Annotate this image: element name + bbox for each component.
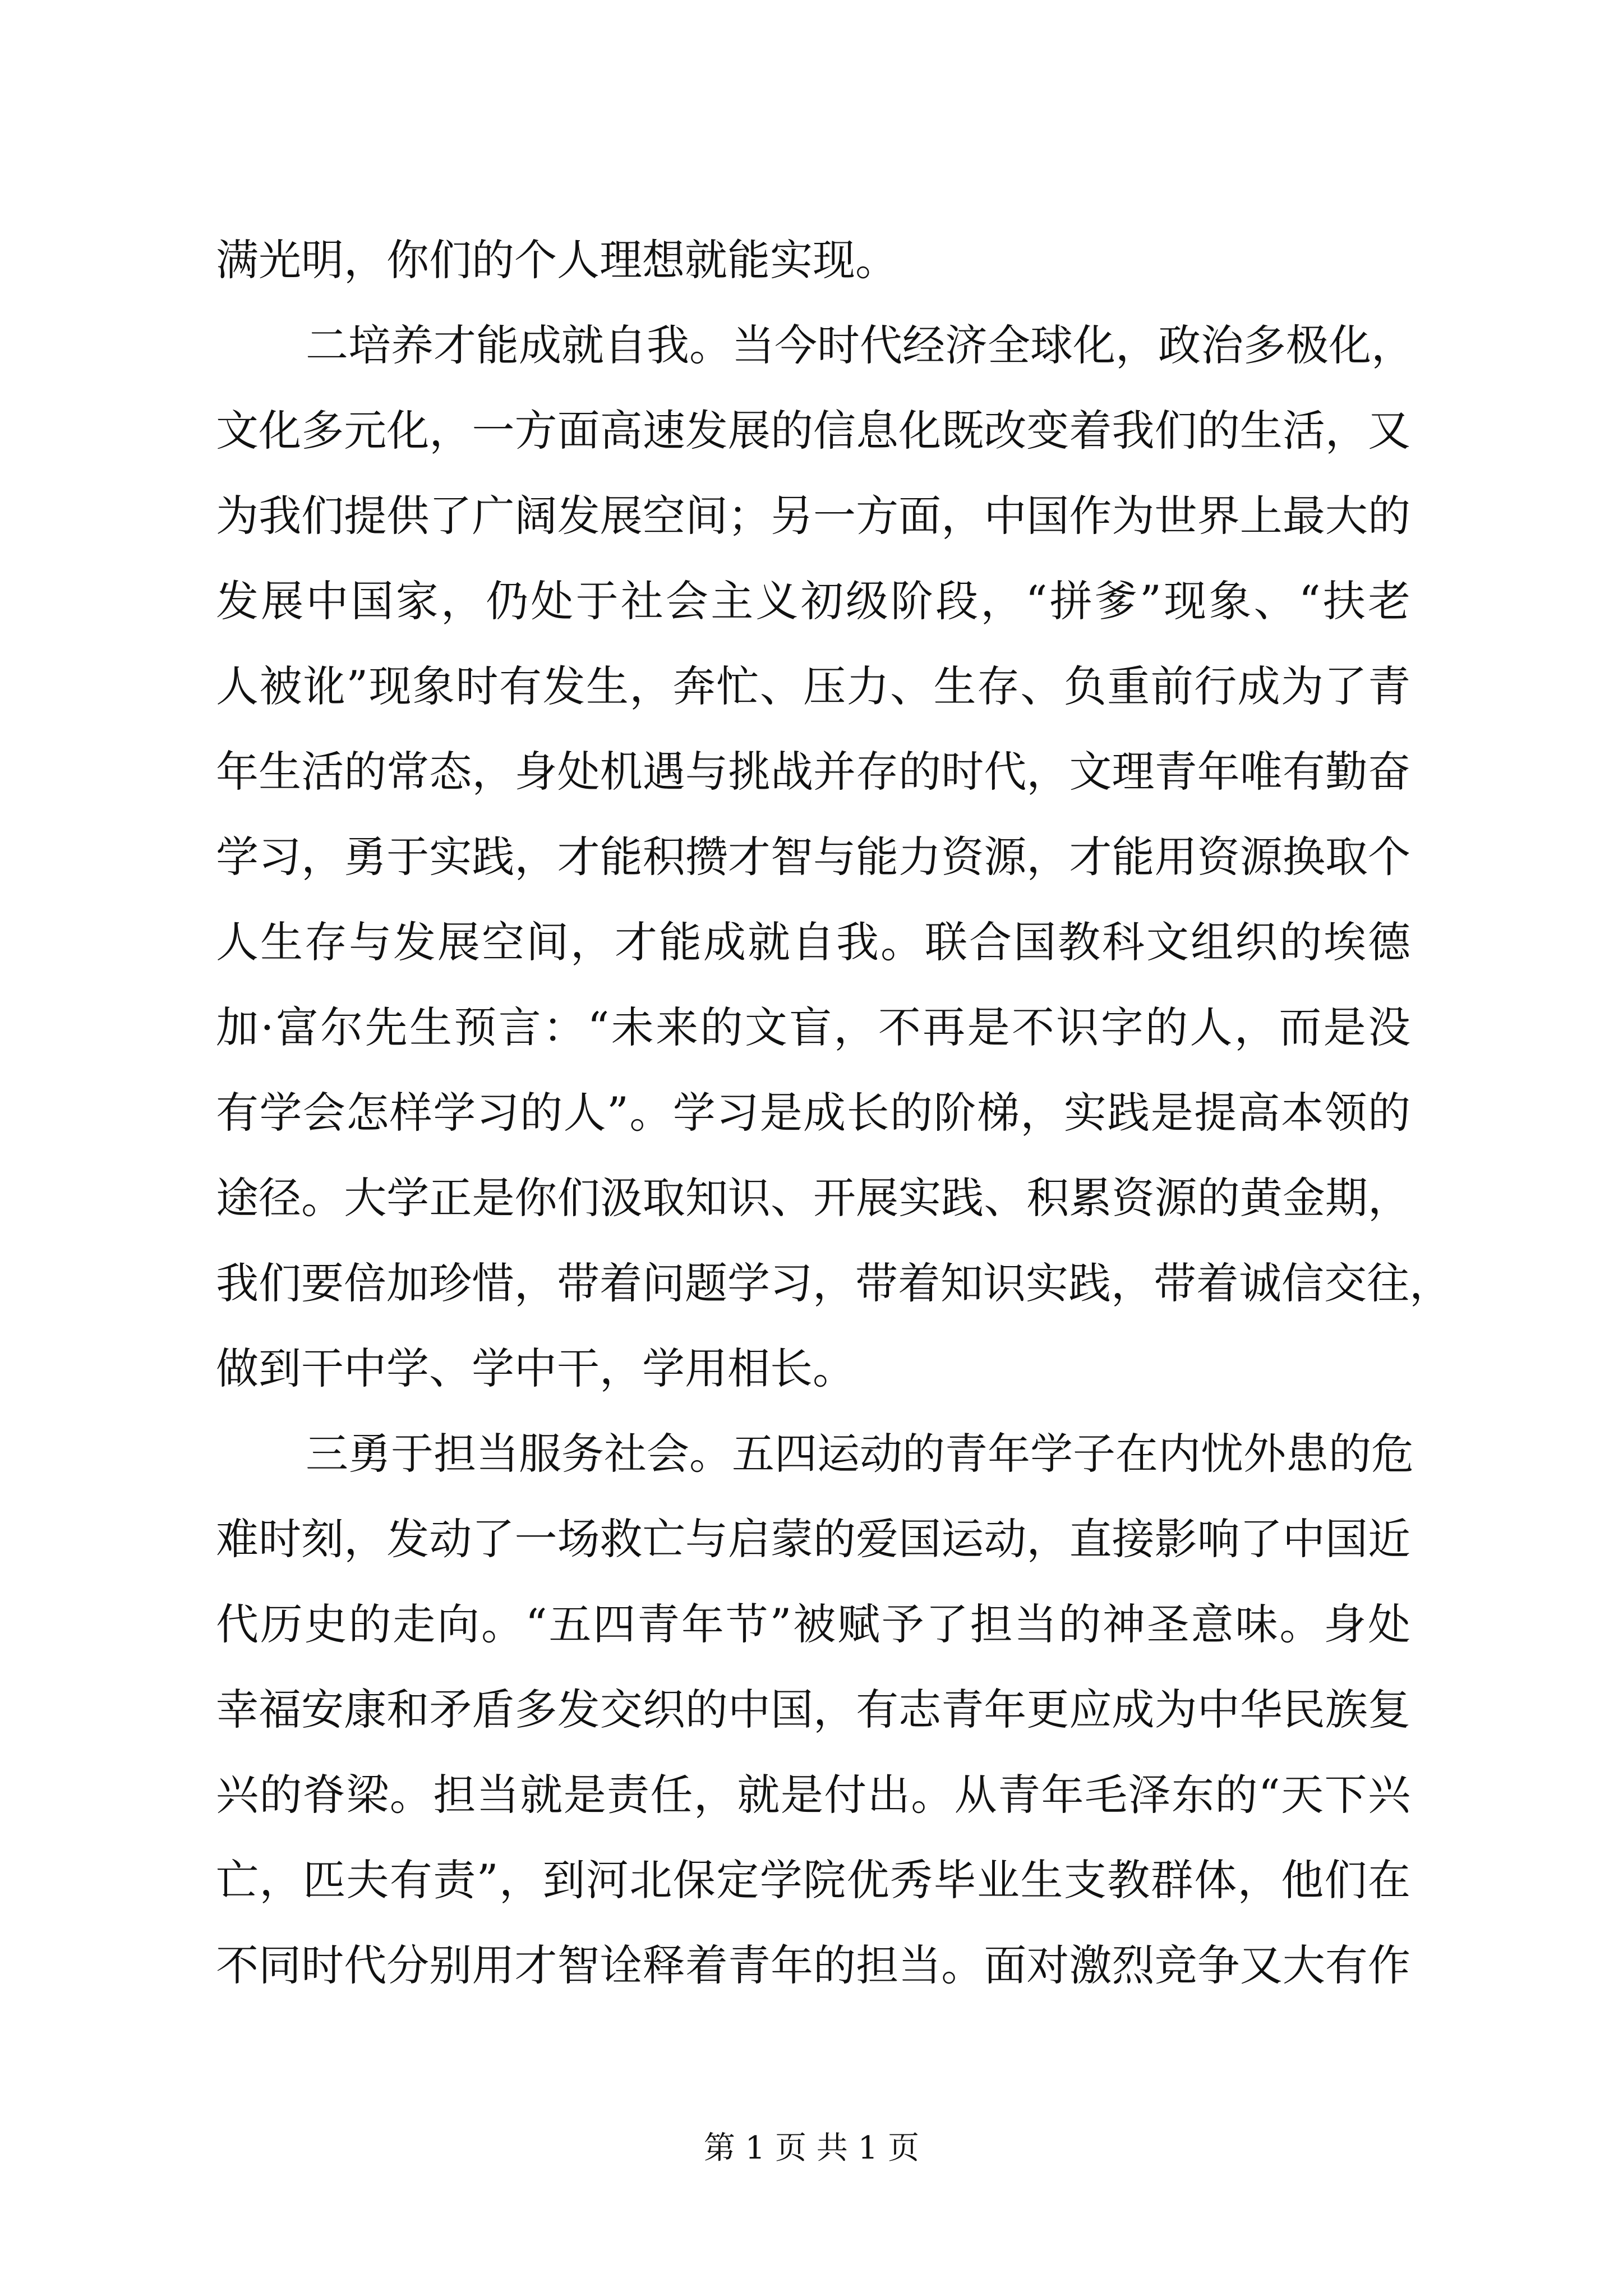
paragraph-line: 年生活的常态，身处机遇与挑战并存的时代，文理青年唯有勤奋 [216,747,1410,797]
paragraph-line: 做到干中学、学中干，学用相长。 [216,1343,855,1393]
paragraph-line: 满光明，你们的个人理想就能实现。 [216,235,898,285]
paragraph-line: 文化多元化，一方面高速发展的信息化既改变着我们的生活，又 [216,406,1410,455]
paragraph-line: 幸福安康和矛盾多发交织的中国，有志青年更应成为中华民族复 [216,1685,1410,1734]
paragraph-line: 难时刻，发动了一场救亡与启蒙的爱国运动，直接影响了中国近 [216,1514,1410,1564]
paragraph-line: 加·富尔先生预言：“未来的文盲，不再是不识字的人，而是没 [216,1002,1410,1052]
paragraph-line: 亡，匹夫有责”，到河北保定学院优秀毕业生支教群体，他们在 [216,1855,1410,1905]
paragraph-line: 三勇于担当服务社会。五四运动的青年学子在内忧外患的危 [306,1429,1414,1479]
paragraph-line: 人生存与发展空间，才能成就自我。联合国教科文组织的埃德 [216,917,1410,967]
paragraph-line: 有学会怎样学习的人”。学习是成长的阶梯，实践是提高本领的 [216,1088,1410,1138]
paragraph-line: 二培养才能成就自我。当今时代经济全球化，政治多极化， [306,320,1414,370]
paragraph-line: 不同时代分别用才智诠释着青年的担当。面对激烈竞争又大有作 [216,1940,1410,1990]
paragraph-line: 人被讹”现象时有发生，奔忙、压力、生存、负重前行成为了青 [216,661,1410,711]
document-body [216,218,1452,2008]
page-footer: 第 1 页 共 1 页 [703,2130,920,2166]
paragraph-line: 学习，勇于实践，才能积攒才智与能力资源，才能用资源换取个 [216,832,1410,882]
paragraph-line: 代历史的走向。“五四青年节”被赋予了担当的神圣意味。身处 [216,1599,1410,1649]
paragraph-line: 兴的脊梁。担当就是责任，就是付出。从青年毛泽东的“天下兴 [216,1770,1410,1820]
paragraph-line: 途径。大学正是你们汲取知识、开展实践、积累资源的黄金期， [216,1173,1410,1223]
paragraph-line: 我们要倍加珍惜，带着问题学习，带着知识实践，带着诚信交往， [216,1258,1452,1308]
paragraph-line: 发展中国家，仍处于社会主义初级阶段，“拼爹”现象、“扶老 [216,576,1410,626]
paragraph-line: 为我们提供了广阔发展空间；另一方面，中国作为世界上最大的 [216,491,1410,541]
